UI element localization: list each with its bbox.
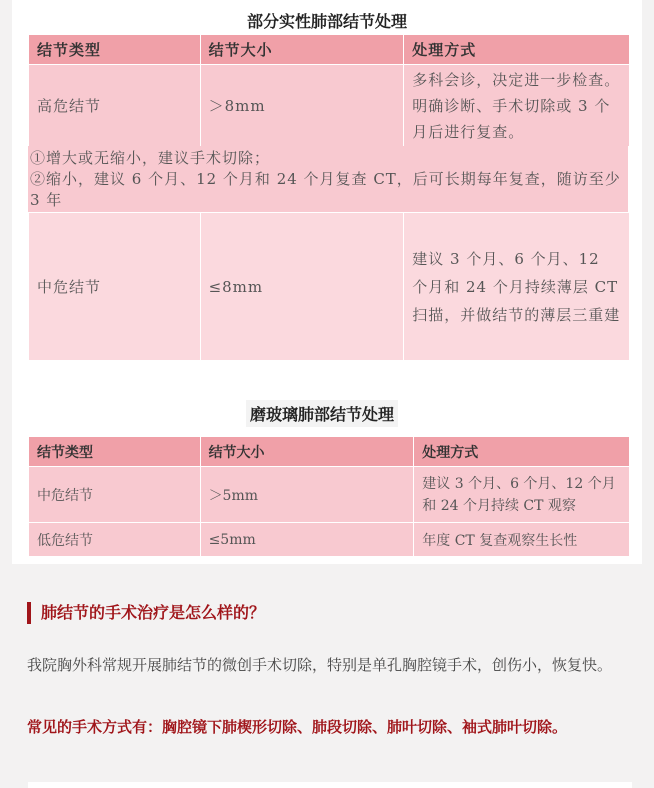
- table1-header-action: 处理方式: [404, 35, 630, 65]
- table1-cell-type: 高危结节: [29, 65, 201, 147]
- table2-row-action: 年度 CT 复查观察生长性: [414, 523, 630, 557]
- table1-followup-note: ①增大或无缩小，建议手术切除； ②缩小，建议 6 个月、12 个月和 24 个月复查 CT，后可长期每年复查，随访至少 3 年: [28, 146, 628, 212]
- ground-glass-nodule-table: [28, 436, 630, 557]
- table2-row-size: ＞5mm: [200, 467, 414, 523]
- table2-title: 磨玻璃肺部结节处理: [246, 400, 398, 427]
- next-card-edge: [28, 782, 632, 788]
- table2-row-action: 建议 3 个月、6 个月、12 个月和 24 个月持续 CT 观察: [414, 467, 630, 523]
- solid-nodule-table: [28, 34, 630, 147]
- table1-header-type: 结节类型: [29, 35, 201, 65]
- table2-header-action: 处理方式: [414, 437, 630, 467]
- table1-cell-size-mid: ≤8mm: [200, 213, 404, 361]
- surgery-section-heading: 肺结节的手术治疗是怎么样的？: [27, 602, 265, 624]
- table1-cell-type-mid: 中危结节: [29, 213, 201, 361]
- solid-nodule-table-mid: [28, 212, 630, 361]
- table1-cell-action-mid: 建议 3 个月、6 个月、12 个月和 24 个月持续薄层 CT 扫描，并做结节的薄层三重建: [404, 213, 630, 361]
- table2-header-type: 结节类型: [29, 437, 201, 467]
- table2-header-size: 结节大小: [200, 437, 414, 467]
- table1-cell-action: 多科会诊，决定进一步检查。明确诊断、手术切除或 3 个月后进行复查。: [404, 65, 630, 147]
- table2-row-type: 中危结节: [29, 467, 201, 523]
- surgery-paragraph: 我院胸外科常规开展肺结节的微创手术切除，特别是单孔胸腔镜手术，创伤小，恢复快。: [27, 656, 613, 674]
- table2-row-type: 低危结节: [29, 523, 201, 557]
- table2-row-size: ≤5mm: [200, 523, 414, 557]
- table1-header-size: 结节大小: [200, 35, 404, 65]
- table1-title: 部分实性肺部结节处理: [246, 12, 407, 31]
- table1-cell-size: ＞8mm: [200, 65, 404, 147]
- surgery-methods-highlight: 常见的手术方式有：胸腔镜下肺楔形切除、肺段切除、肺叶切除、袖式肺叶切除。: [27, 718, 568, 736]
